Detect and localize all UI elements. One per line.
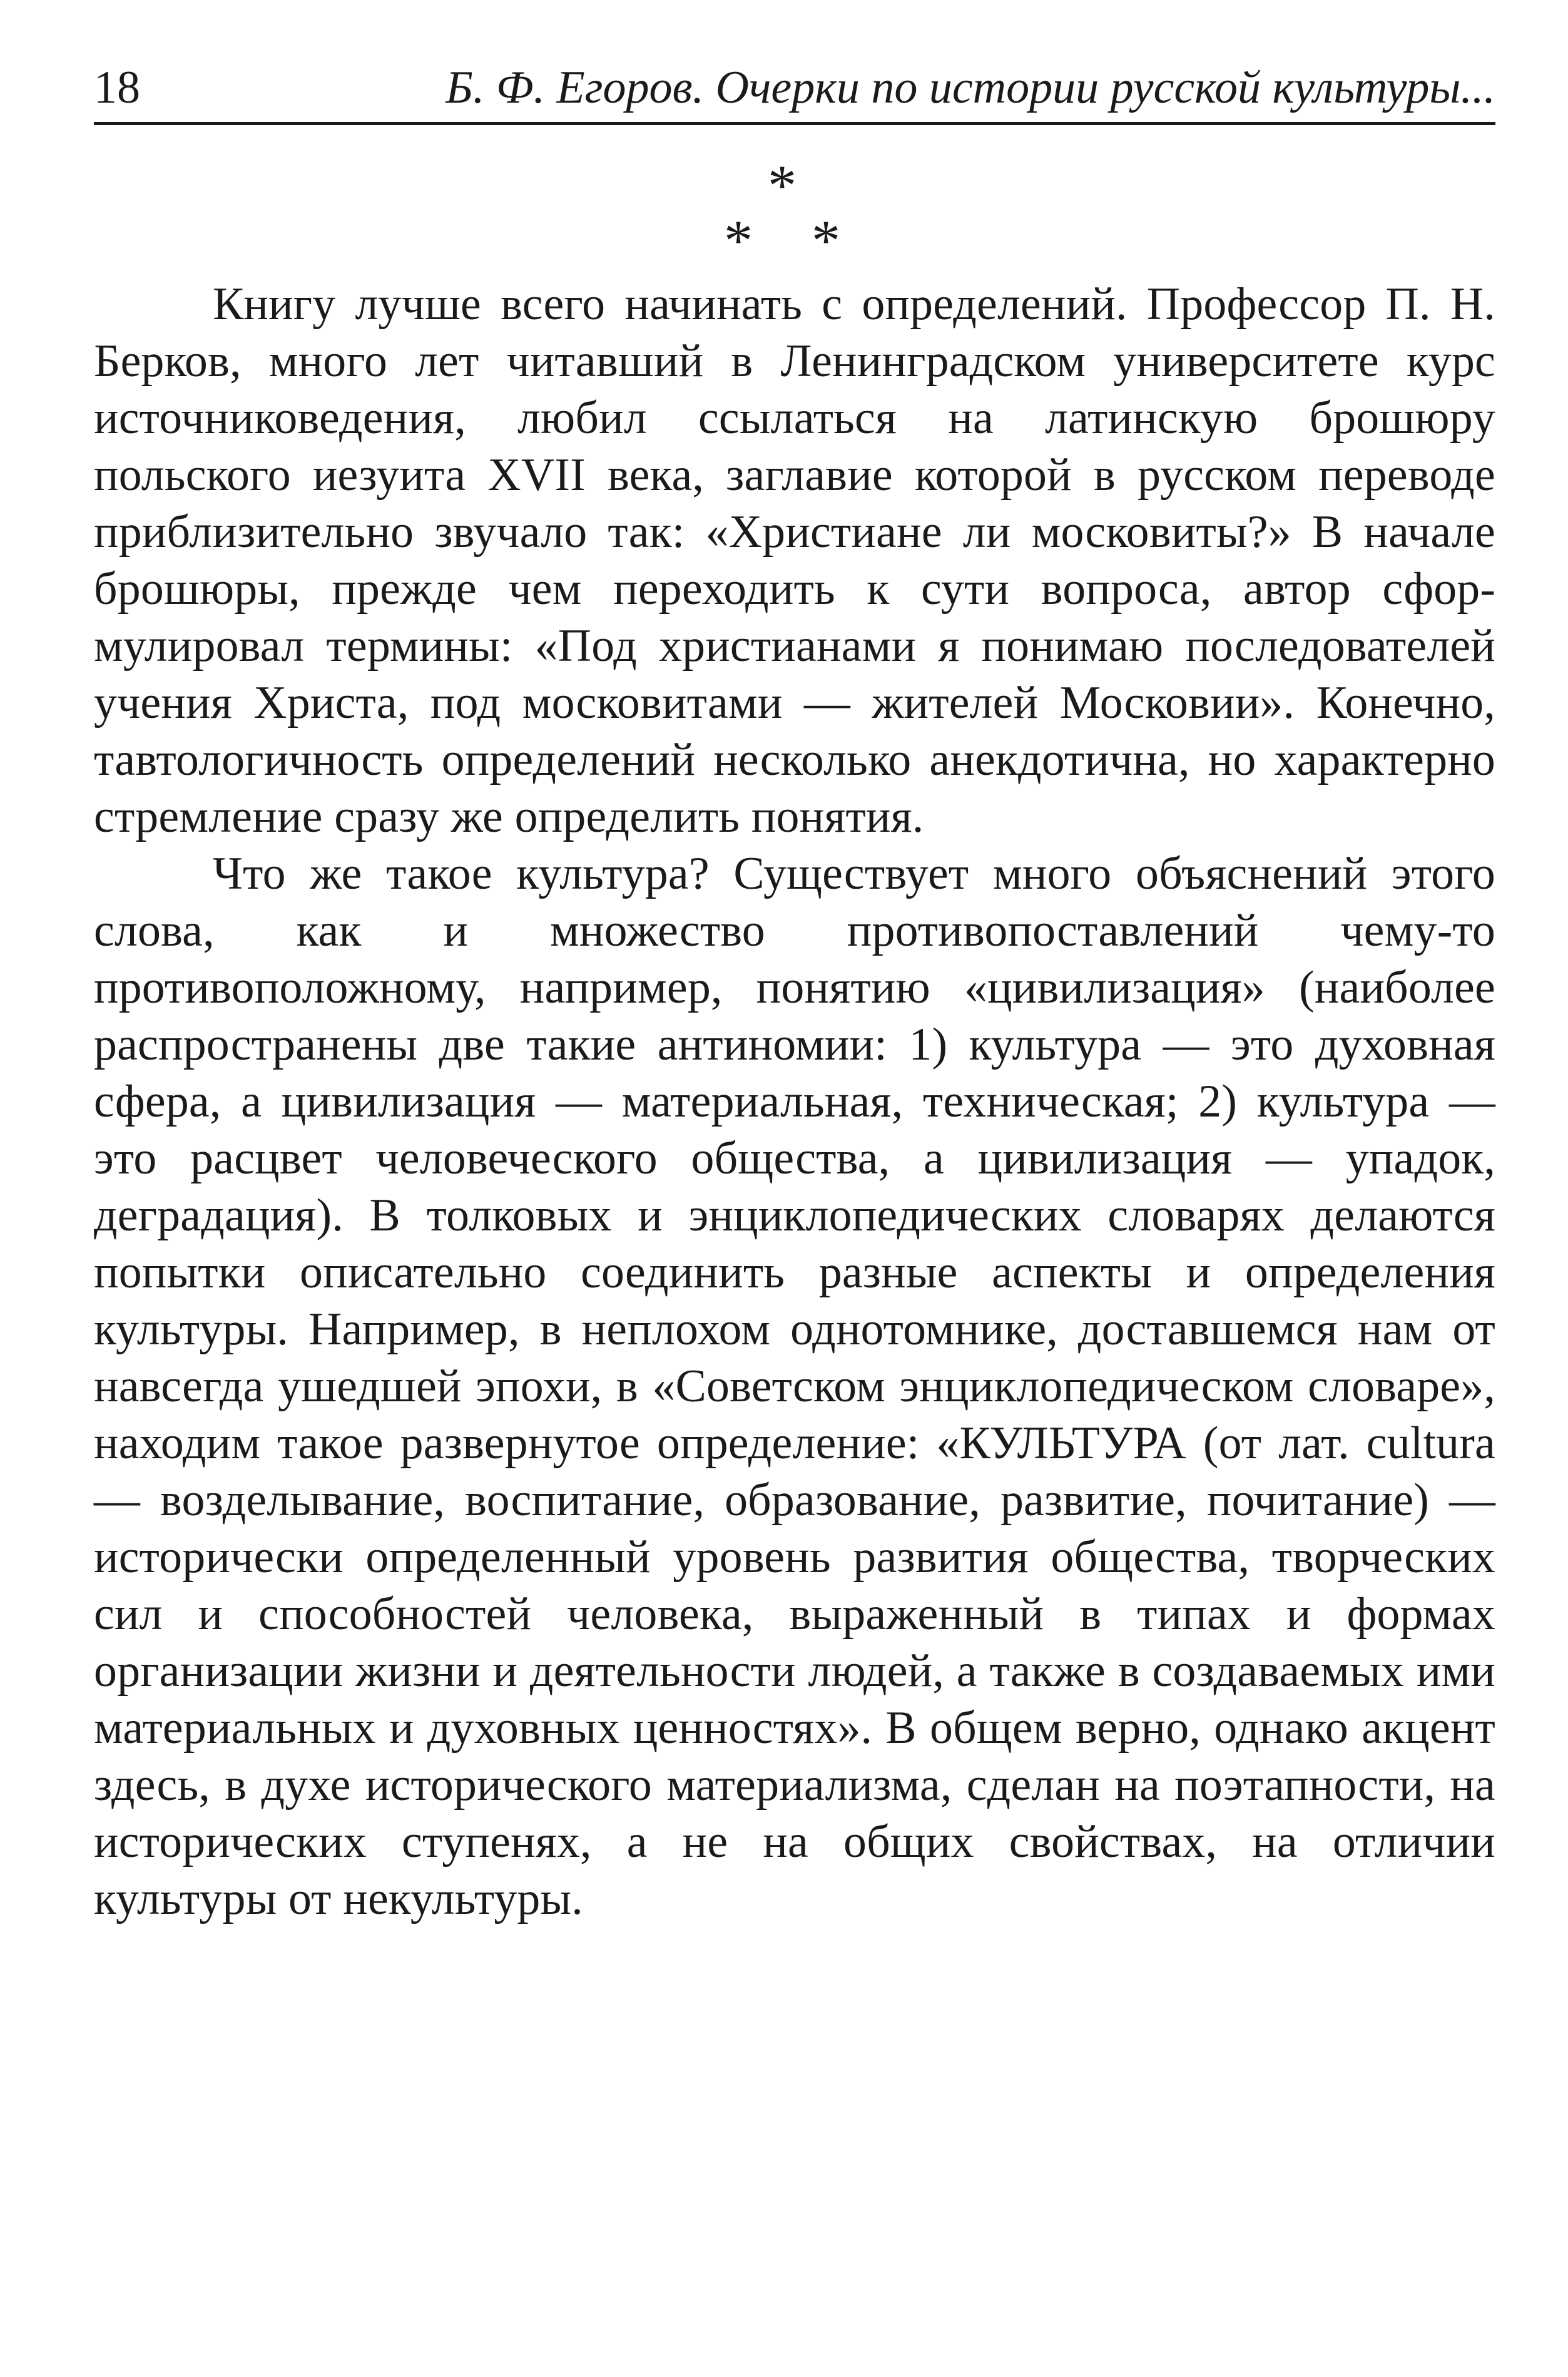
running-title: Б. Ф. Егоров. Очерки по истории русской культуры... <box>445 62 1495 113</box>
running-header <box>94 63 1495 125</box>
page-number: 18 <box>94 62 140 113</box>
paragraph-culture: Что же такое культура? Существует много объяснений этого слова, как и множество противопоставлений чему-то противоположному, например, понятию «цивилизация» (наиболее распространены две такие антиномии: 1) культура — это духовная сфера, а цивилизация — материальная, техническая; 2) культура — это расцвет человеческого общества, а цивилизация — упадок, деградация). В толковых и энциклопедических словарях делаются попытки описательно соединить разные аспекты и определения культуры. Например, в неплохом однотомнике, доставшемся нам от навсегда ушедшей эпохи, в «Советском энциклопедическом словаре», находим такое развернутое определение: «КУЛЬТУРА (от лат. cultura — возделывание, воспитание, образование, развитие, почитание) — исторически определенный уровень развития общества, творческих сил и способностей человека, выраженный в типах и формах организации жизни и деятельности людей, а также в создаваемых ими материальных и духовных ценностях». В общем верно, однако акцент здесь, в духе исторического материализма, сделан на поэтапности, на исторических ступенях, а не на общих свойствах, на отличии культуры от некультуры. <box>94 847 1495 1925</box>
paragraph-definitions: Книгу лучше всего начинать с определений. Профессор П. Н. Берков, много лет читавший в Ленинградском университете курс источниковедения, любил ссылаться на латинскую брошюру польского иезуита XVII века, заглавие которой в русском переводе приблизительно звучало так: «Христиане ли московиты?» В начале брошюры, прежде чем переходить к сути вопроса, автор сформулировал термины: «Под христианами я понимаю последователей учения Христа, под московитами — жителей Московии». Конечно, тавтологичность определений несколько анекдотична, но характерно стремление сразу же определить понятия. <box>94 278 1495 842</box>
asterism-star-top: * <box>768 153 797 218</box>
body-text <box>94 275 1495 1927</box>
asterism-separator <box>94 150 1495 275</box>
book-page <box>94 63 1495 1927</box>
asterism-star-left: * <box>724 208 753 273</box>
asterism-star-right: * <box>812 208 840 273</box>
